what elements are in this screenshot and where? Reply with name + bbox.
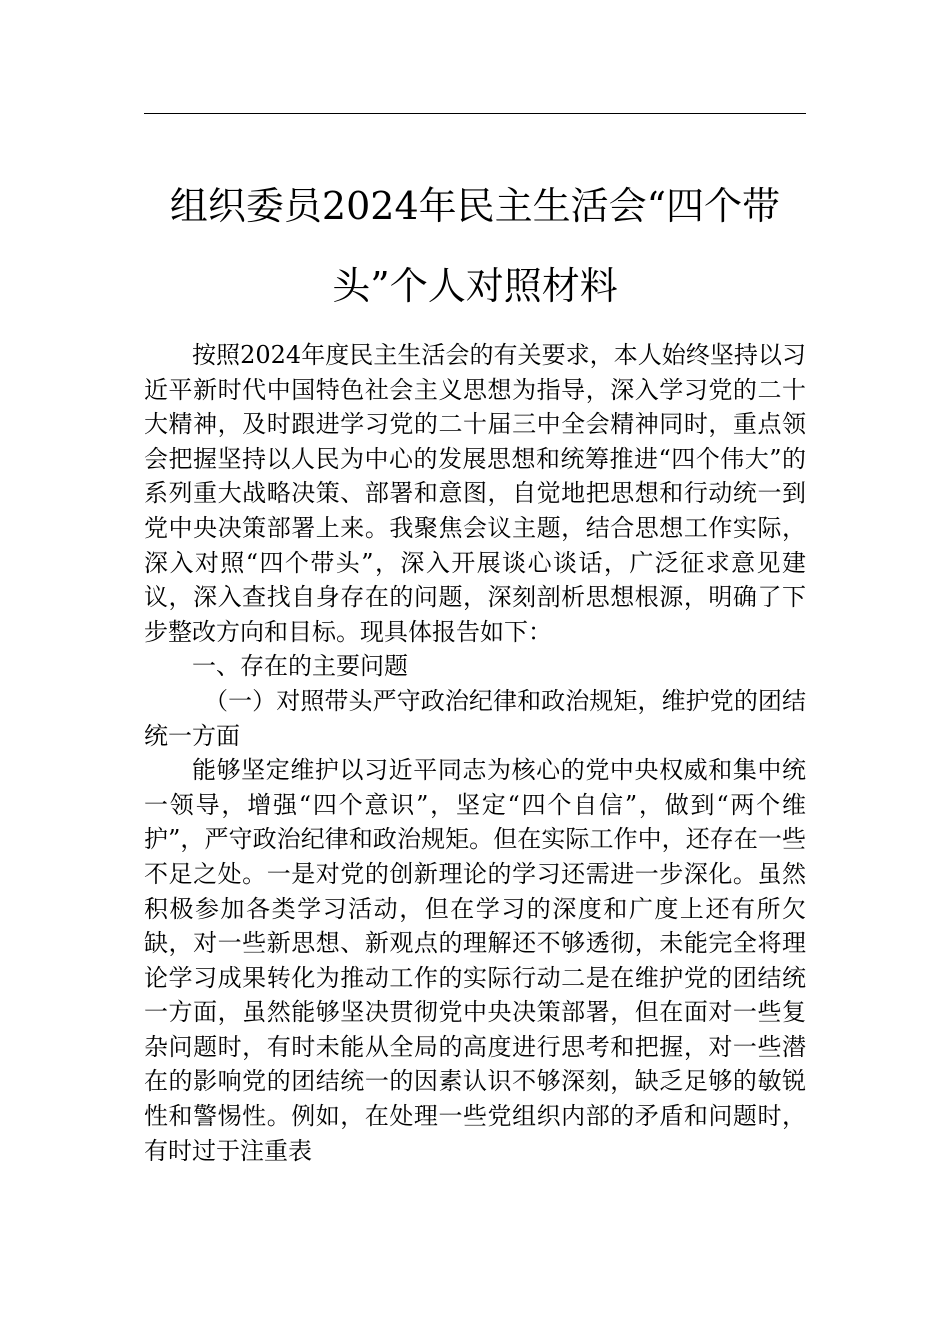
section-heading: 一、存在的主要问题 — [192, 652, 408, 681]
header-rule — [144, 113, 806, 114]
document-body — [144, 338, 806, 1168]
subsection-heading: （一）对照带头严守政治纪律和政治规矩，维护党的团结统一方面 — [144, 686, 806, 750]
document-title: 组织委员2024年民主生活会“四个带头”个人对照材料 — [169, 184, 781, 308]
body-paragraph: 能够坚定维护以习近平同志为核心的党中央权威和集中统一领导，增强“四个意识”，坚定“四个自信”，做到“两个维护”，严守政治纪律和政治规矩。但在实际工作中，还存在一些不足之处。一是对党的创新理论的学习还需进一步深化。虽然积极参加各类学习活动，但在学习的深度和广度上还有所欠缺，对一些新思想、新观点的理解还不够透彻，未能完全将理论学习成果转化为推动工作的实际行动二是在维护党的团结统一方面，虽然能够坚决贯彻党中央决策部署，但在面对一些复杂问题时，有时未能从全局的高度进行思考和把握，对一些潜在的影响党的团结统一的因素认识不够深刻，缺乏足够的敏锐性和警惕性。例如，在处理一些党组织内部的矛盾和问题时，有时过于注重表 — [144, 756, 806, 1165]
intro-paragraph: 按照2024年度民主生活会的有关要求，本人始终坚持以习近平新时代中国特色社会主义思想为指导，深入学习党的二十大精神，及时跟进学习党的二十届三中全会精神同时，重点领会把握坚持以人民为中心的发展思想和统筹推进“四个伟大”的系列重大战略决策、部署和意图，自觉地把思想和行动统一到党中央决策部署上来。我聚焦会议主题，结合思想工作实际，深入对照“四个带头”，深入开展谈心谈话，广泛征求意见建议，深入查找自身存在的问题，深刻剖析思想根源，明确了下步整改方向和目标。现具体报告如下： — [144, 341, 806, 646]
